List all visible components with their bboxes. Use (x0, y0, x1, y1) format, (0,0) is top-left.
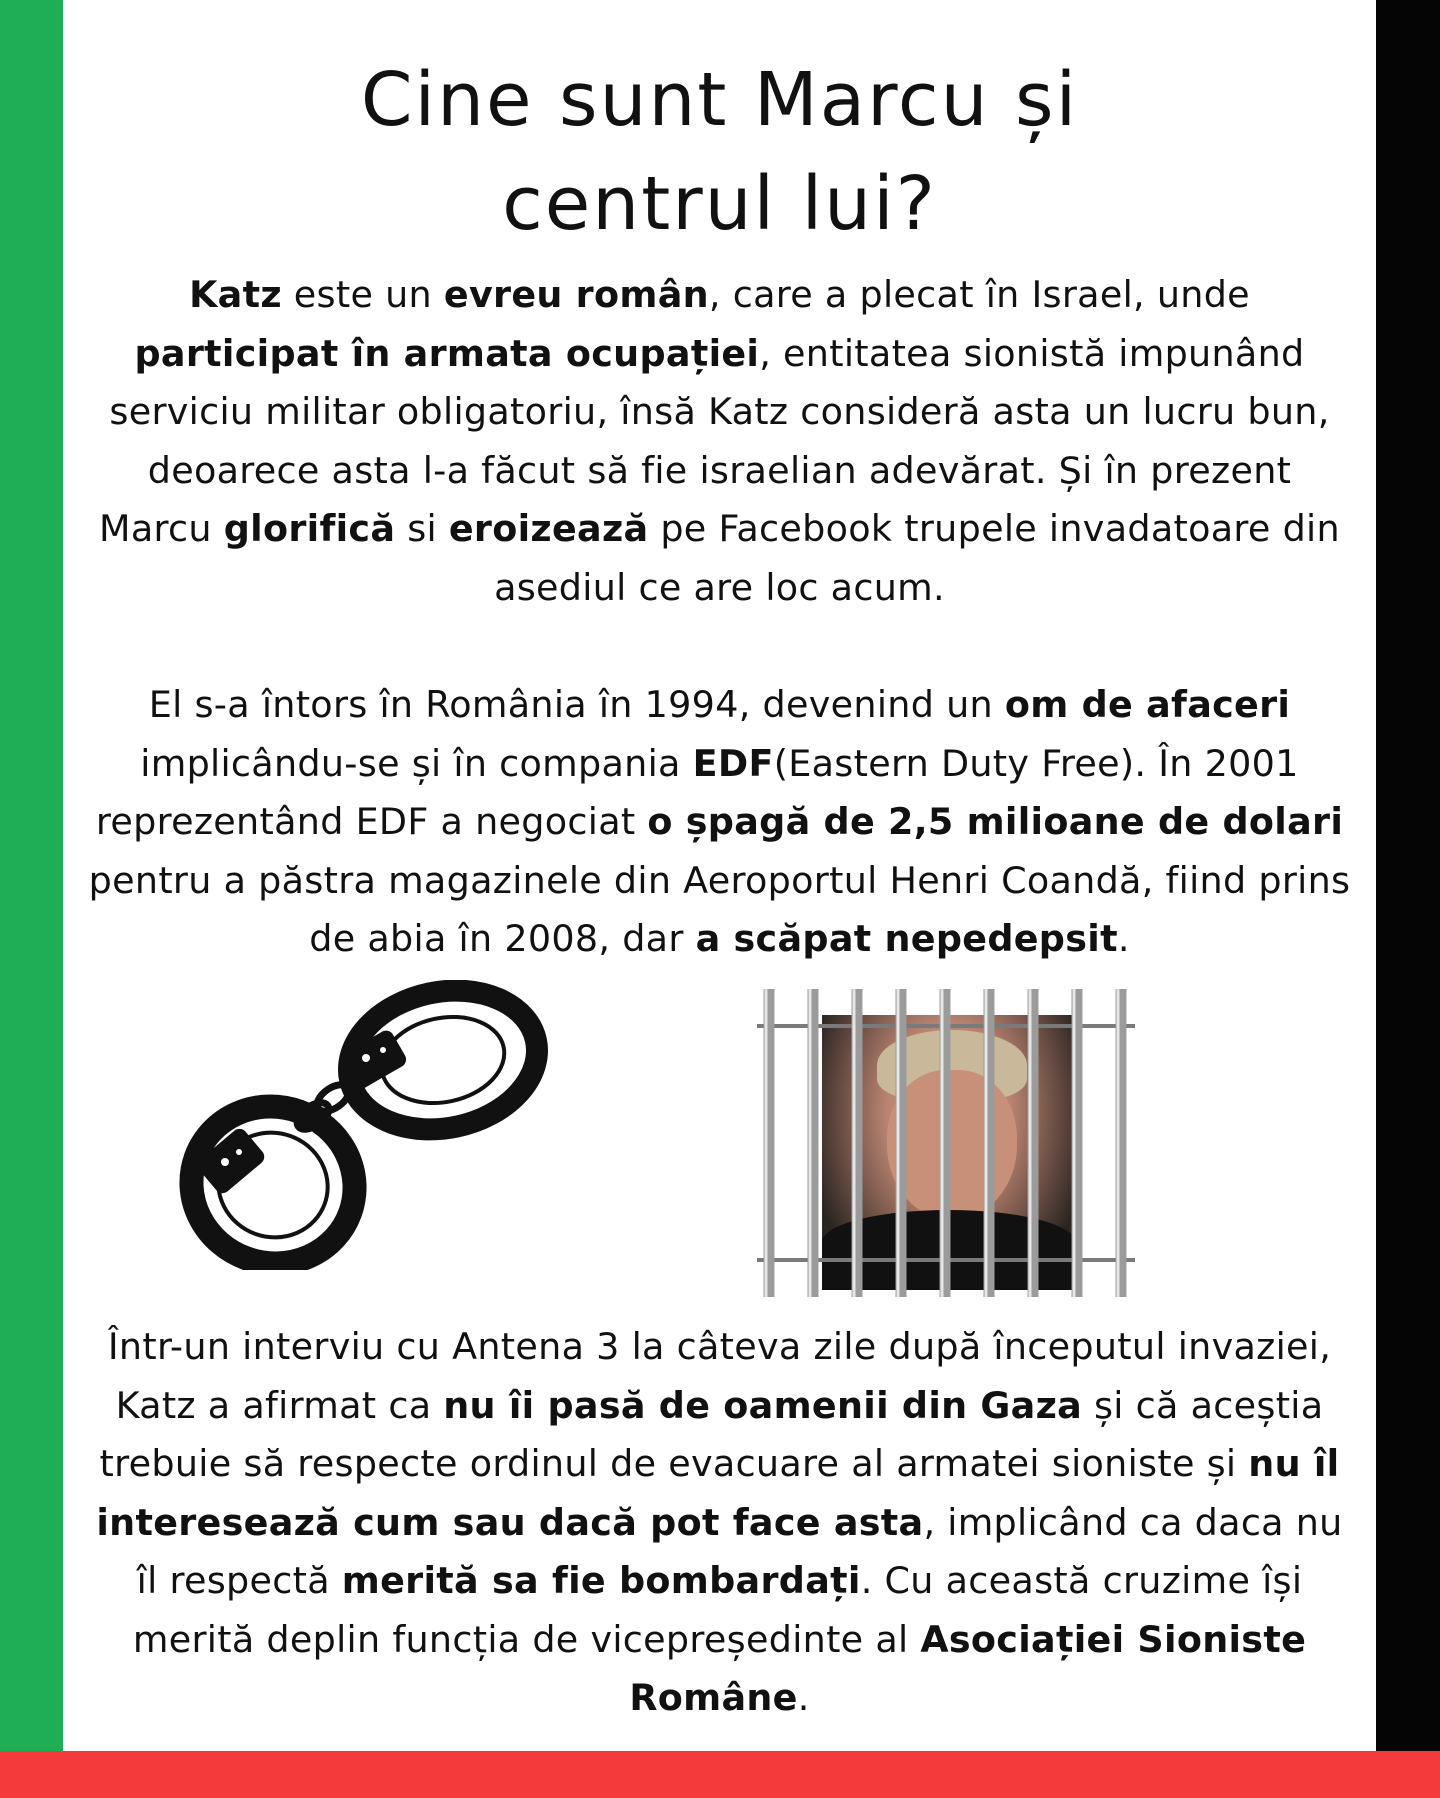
emphasis-text: participat în armata ocupației (134, 331, 760, 375)
body-text: pentru a păstra magazinele din Aeroportul Henri Coandă, fiind prins de abia în 2008, dar (88, 858, 1351, 960)
body-text: . (797, 1676, 810, 1719)
page-title (63, 48, 1376, 256)
emphasis-text: nu îl interesează cum sau dacă pot face asta (96, 1442, 1340, 1544)
body-text: . Cu această cruzime își merită deplin funcția de vicepreședinte al (132, 1559, 1303, 1661)
body-text: si (395, 507, 449, 550)
emphasis-text: EDF (692, 741, 774, 785)
title-line-2: centrul lui? (502, 161, 937, 247)
body-text: . (1117, 917, 1130, 960)
body-text: este un (281, 273, 444, 316)
emphasis-text: Asociației Sioniste Române (629, 1617, 1307, 1719)
emphasis-text: a scăpat nepedepsit (695, 917, 1118, 960)
body-text: (Eastern Duty Free). În 2001 reprezentând EDF a negociat (95, 741, 1299, 843)
handcuffs-icon (173, 980, 553, 1270)
black-flag-band (1376, 0, 1440, 1751)
body-text: El s-a întors în România în 1994, devenind un (148, 683, 1005, 726)
green-flag-band (0, 0, 63, 1751)
body-text: pe Facebook trupele invadatoare din asediul ce are loc acum. (494, 507, 1340, 609)
paragraph-edf-bribe (88, 676, 1351, 969)
emphasis-text: eroizează (448, 507, 649, 550)
body-text: Într-un interviu cu Antena 3 la câteva zile după începutul invaziei, Katz a afirmat ca (107, 1325, 1332, 1427)
prison-bars-icon (757, 985, 1135, 1300)
emphasis-text: merită sa fie bombardați (341, 1559, 861, 1602)
emphasis-text: nu îi pasă de oamenii din Gaza (443, 1383, 1083, 1427)
body-text: implicându-se și în compania (140, 741, 693, 785)
red-flag-band (0, 1751, 1440, 1798)
body-text: și că aceștia trebuie să respecte ordinul de evacuare al armatei sioniste și (99, 1383, 1324, 1485)
body-text: , implicând ca daca nu îl respectă (136, 1500, 1343, 1602)
emphasis-text: Katz (189, 273, 282, 316)
paragraph-antena3-interview (88, 1318, 1351, 1728)
emphasis-text: glorifică (223, 507, 396, 550)
emphasis-text: om de afaceri (1004, 683, 1291, 726)
emphasis-text: o șpagă de 2,5 milioane de dolari (647, 800, 1344, 843)
body-text: , entitatea sionistă impunând serviciu militar obligatoriu, însă Katz consideră asta un lucru bun, deoarece asta l-a făcut să fie israelian adevărat. Și în prezent Marcu (99, 331, 1330, 550)
body-text: , care a plecat în Israel, unde (708, 273, 1250, 316)
title-line-1: Cine sunt Marcu și (360, 57, 1079, 143)
emphasis-text: evreu român (443, 273, 709, 316)
paragraph-katz-background (88, 266, 1351, 617)
